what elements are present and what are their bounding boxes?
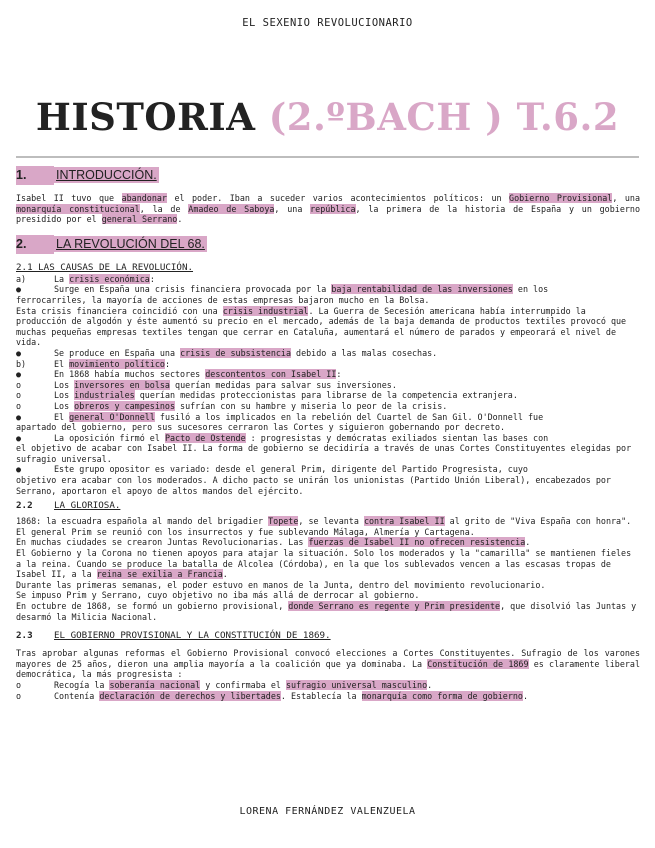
page-title [0,95,655,139]
text-run: Esta crisis financiera coincidió con una [16,305,223,316]
intro-paragraph [16,193,640,225]
title-subtitle: (2.ºBACH ) T.6.2 [268,95,620,139]
text-run: Se produce en España una [54,347,181,358]
highlighted-text: sufragio universal masculino [285,679,428,690]
list-item [16,680,640,691]
highlighted-text: descontentos con Isabel II [205,369,337,380]
text-run: , la de [139,203,189,214]
list-item [16,348,640,359]
subsection-title: LA GLORIOSA. [54,500,121,512]
text-run: El general Prim se reunió con los insurrectos y fue sublevando Málaga, Almería y Cartagena. [16,526,475,537]
text-run: En muchas ciudades se crearon Juntas Revolucionarias. Las [16,537,309,548]
text-run: . [427,679,433,690]
text-run: Los [54,390,75,401]
highlighted-text: fuerzas de Isabel II no ofrecen resistencia [308,537,526,548]
gloriosa-paragraphs [16,516,640,622]
list-bullet: o [16,690,22,701]
section-heading-2 [16,235,640,254]
text-run: : [336,369,342,380]
list-bullet: ● [16,411,22,422]
highlighted-text: obreros y campesinos [74,400,176,411]
list-item-text [54,401,640,412]
document-body [16,166,640,701]
list-item [16,433,640,444]
text-run: Surge en España una crisis financiera provocada por la [54,284,332,295]
section-heading-1 [16,166,640,185]
text-run: es claramente liberal democrática, la más progresista : [16,658,640,680]
list-item [16,359,640,370]
paragraph [16,548,640,580]
list-item-text [54,359,640,370]
highlighted-text: república [310,203,356,214]
highlighted-text: general O'Donnell [69,411,155,422]
list-item-text [54,412,640,423]
text-run: Recogía la [54,679,110,690]
text-run: , que disolvió las Juntas y desarmó la Milicia Nacional. [16,601,637,622]
paragraph [16,590,640,601]
text-run: querían medidas proteccionistas para librarse de la competencia extranjera. [134,390,518,401]
highlighted-text: abandonar [121,193,167,203]
highlighted-text: industriales [74,390,135,401]
list-bullet: o [16,400,22,411]
paragraph [16,648,640,680]
paragraph [16,601,640,622]
text-run: . [177,214,183,225]
text-run: , una [612,193,640,203]
highlighted-text: Pacto de Ostende [164,432,246,443]
list-bullet: ● [16,464,22,475]
highlighted-text: crisis industrial [222,305,309,316]
section-title: INTRODUCCIÓN. [56,168,157,182]
list-bullet: o [16,390,22,401]
list-item-text [54,691,640,702]
list-bullet: ● [16,432,22,443]
paragraph [16,295,640,306]
title-main: HISTORIA [35,95,256,139]
highlighted-text: baja rentabilidad de las inversiones [331,284,513,295]
list-item-text [54,380,640,391]
text-run: La [54,273,70,284]
list-item-text [54,348,640,359]
text-run: En octubre de 1868, se formó un gobierno provisional, [16,601,289,611]
list-item [16,380,640,391]
list-bullet: ● [16,347,22,358]
list-item-text [54,680,640,691]
paragraph [16,475,640,496]
list-item [16,401,640,412]
list-bullet: ● [16,284,22,295]
page-footer: LORENA FERNÁNDEZ VALENZUELA [239,806,416,817]
highlighted-text: crisis de subsistencia [180,347,291,358]
list-item-text [54,433,640,444]
highlighted-text: Constitución de 1869 [427,658,529,669]
text-run: Isabel II tuvo que [16,193,122,203]
list-item [16,369,640,380]
list-item [16,691,640,702]
text-run: : progresistas y demócratas exiliados sientan las bases con [245,432,549,443]
text-run: . [525,537,531,548]
highlighted-text: soberanía nacional [109,679,201,690]
title-divider [16,156,639,158]
highlighted-text: reina se exilia a Francia [96,569,223,580]
text-run: Tras aprobar algunas reformas el Gobierno Provisional convocó elecciones a Cortes Constituyentes. Sufragio de los varones mayores de 25 años, dieron una amplia mayoría a la coalición que ya dominaba. La [16,648,640,669]
list-bullet: b) [16,358,27,369]
paragraph [16,516,640,527]
list-item-text [54,369,640,380]
text-run: fusiló a los implicados en la rebelión del Cuartel de San Gil. O'Donnell fue [154,411,544,422]
list-item [16,274,640,285]
text-run: Los [54,400,75,411]
list-bullet: o [16,679,22,690]
text-run: en los [512,284,549,295]
highlighted-text: inversores en bolsa [74,379,170,390]
text-run: . Establecía la [280,690,362,701]
paragraph [16,422,640,433]
highlighted-text: movimiento político [69,358,165,369]
causes-list [16,274,640,496]
text-run: El [54,358,70,369]
paragraph [16,580,640,591]
list-item-text [54,274,640,285]
page-header: EL SEXENIO REVOLUCIONARIO [242,17,413,29]
highlighted-text: monarquía como forma de gobierno [361,690,523,701]
highlighted-text: Gobierno Provisional [509,193,613,203]
text-run: En 1868 había muchos sectores [54,369,206,380]
subsection-heading-2-1 [16,262,640,274]
gobierno-list [16,648,640,701]
text-run: apartado del gobierno, pero sus sucesores cerraron las Cortes y siguieron gobernando por decreto. [16,422,506,433]
text-run: Contenía [54,690,100,701]
text-run: Se impuso Prim y Serrano, cuyo objetivo no iba más allá de derrocar al gobierno. [16,590,420,601]
text-run: sufrían con su hambre y miseria lo peor de la crisis. [175,400,448,411]
list-item [16,284,640,295]
highlighted-text: crisis económica [69,273,150,284]
list-item [16,464,640,475]
section-title: LA REVOLUCIÓN DEL 68. [56,236,205,251]
text-run: 1868: la escuadra española al mando del brigadier [16,516,269,527]
text-run: : [164,358,170,369]
text-run: querían medidas para salvar sus inversiones. [169,379,397,390]
highlighted-text: declaración de derechos y libertades [99,690,281,701]
highlighted-text: general Serrano [101,214,178,225]
text-run: ferrocarriles, la mayoría de acciones de estas empresas bajaron mucho en la Bolsa. [16,294,430,305]
text-run: Los [54,379,75,390]
text-run: Este grupo opositor es variado: desde el general Prim, dirigente del Partido Progresista, cuyo [54,464,528,475]
section-number: 1. [16,166,54,185]
paragraph [16,306,640,348]
highlighted-text: contra Isabel II [363,516,445,527]
text-run: , se levanta [298,516,364,527]
subsection-heading-2-3 [16,630,640,642]
highlighted-text: monarquía constitucional [16,203,140,214]
subsection-number: 2.2 [16,500,33,512]
subsection-heading-2-2 [16,500,640,512]
list-item [16,412,640,423]
highlighted-text: Topete [268,516,299,527]
list-bullet: a) [16,273,27,284]
list-bullet: ● [16,369,22,380]
subsection-title: 2.1 LAS CAUSAS DE LA REVOLUCIÓN. [16,261,194,273]
list-bullet: o [16,379,22,390]
text-run: El Gobierno y la Corona no tienen apoyos para atajar la situación. Solo los moderados y la "camarilla" se mantienen fieles a la reina. Cuando se produce la batalla de Alcolea (Córdoba), en la que los sublevados vencen a las escasas tropas de Isabel II, a la [16,548,632,580]
text-run: debido a las malas cosechas. [291,347,438,358]
text-run: el poder. Iban a suceder varios acontecimientos políticos: un [166,193,510,203]
text-run: y confirmaba el [200,679,286,690]
text-run: . [222,569,228,580]
text-run: al grito de "Viva España con honra". [444,516,632,527]
paragraph [16,443,640,464]
subsection-number: 2.3 [16,630,33,642]
text-run: objetivo era acabar con los moderados. A dicho pacto se unirán los unionistas (Partido Unión Liberal), encabezados por Serrano, aportaron el apoyo de altos mandos del ejército. [16,475,611,496]
subsection-title: EL GOBIERNO PROVISIONAL Y LA CONSTITUCIÓN DE 1869. [54,630,331,642]
section-number: 2. [16,235,54,254]
list-item-text [54,284,640,295]
highlighted-text: donde Serrano es regente y Prim presidente [288,601,501,611]
text-run: el objetivo de acabar con Isabel II. La forma de gobierno se decidiría a través de unas Cortes Constituyentes elegidas por sufragio universal. [16,443,632,464]
paragraph [16,537,640,548]
text-run: , la primera de la historia de España y un gobierno presidido por el [16,203,640,225]
text-run: Durante las primeras semanas, el poder estuvo en manos de la Junta, dentro del movimiento revolucionario. [16,579,546,590]
paragraph [16,527,640,538]
list-item-text [54,464,640,475]
highlighted-text: Amadeo de Saboya [188,203,275,214]
list-item [16,390,640,401]
text-run: El [54,411,70,422]
text-run: . La Guerra de Secesión americana había interrumpido la producción de algodón y éste aumentó su precio en el mercado, además de la baja demanda de productos textiles provocó que muchas pequeñas empresas textiles tengan que cerrar en Cataluña, aumentará el número de parados y empeorará el nivel de vida. [16,305,627,348]
text-run: . [522,690,529,701]
list-item-text [54,390,640,401]
text-run: , una [274,203,311,214]
text-run: La oposición firmó el [54,432,165,443]
text-run: : [149,273,155,284]
